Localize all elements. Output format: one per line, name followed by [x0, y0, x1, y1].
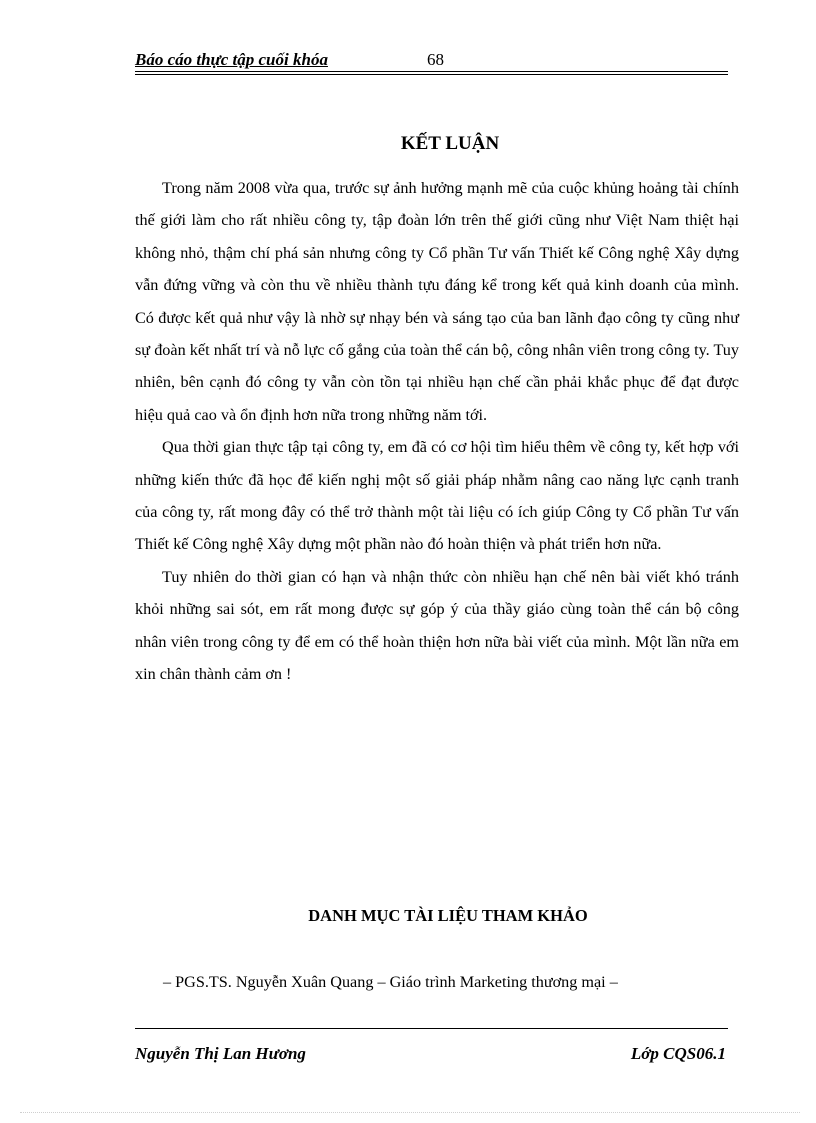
- page-header: [135, 50, 728, 72]
- conclusion-paragraph-2: Qua thời gian thực tập tại công ty, em đã có cơ hội tìm hiểu thêm về công ty, kết hợp với những kiến thức đã học để kiến nghị một số giải pháp nhằm nâng cao năng lực cạnh tranh của công ty, rất mong đây có thể trở thành một tài liệu có ích giúp Công ty Cổ phần Tư vấn Thiết kế Công nghệ Xây dựng một phần nào đó hoàn thiện và phát triển hơn nữa.: [135, 438, 739, 554]
- references-heading: DANH MỤC TÀI LIỆU THAM KHẢO: [308, 906, 588, 925]
- author-name: Nguyễn Thị Lan Hương: [135, 1044, 306, 1063]
- class-label: Lớp CQS06.1: [630, 1044, 726, 1063]
- conclusion-body: [135, 172, 739, 691]
- conclusion-paragraph-1: Trong năm 2008 vừa qua, trước sự ảnh hưởng mạnh mẽ của cuộc khủng hoảng tài chính thế giới làm cho rất nhiều công ty, tập đoàn lớn trên thế giới cũng như Việt Nam thiệt hại không nhỏ, thậm chí phá sản nhưng công ty Cổ phần Tư vấn Thiết kế Công nghệ Xây dựng vẫn đứng vững và còn thu về nhiều thành tựu đáng kể trong kết quả kinh doanh của mình. Có được kết quả như vậy là nhờ sự nhạy bén và sáng tạo của ban lãnh đạo công ty cũng như sự đoàn kết nhất trí và nỗ lực cố gắng của toàn thể cán bộ, công nhân viên trong công ty. Tuy nhiên, bên cạnh đó công ty vẫn còn tồn tại nhiều hạn chế cần phải khắc phục để đạt được hiệu quả cao và ổn định hơn nữa trong những năm tới.: [135, 179, 739, 424]
- header-rule: [135, 71, 728, 72]
- page-number: 68: [427, 50, 444, 69]
- conclusion-heading: KẾT LUẬN: [400, 133, 500, 154]
- page-edge-divider: [20, 1112, 800, 1113]
- footer-rule: [135, 1028, 728, 1029]
- header-rule-thin: [135, 74, 728, 75]
- reference-item-1: – PGS.TS. Nguyễn Xuân Quang – Giáo trình Marketing thương mại –: [163, 973, 618, 991]
- conclusion-paragraph-3: Tuy nhiên do thời gian có hạn và nhận thức còn nhiều hạn chế nên bài viết khó tránh khỏi những sai sót, em rất mong được sự góp ý của thầy giáo cùng toàn thể cán bộ công nhân viên trong công ty để em có thể hoàn thiện hơn nữa bài viết của mình. Một lần nữa em xin chân thành cảm ơn !: [135, 567, 739, 684]
- report-title: Báo cáo thực tập cuối khóa: [135, 50, 328, 69]
